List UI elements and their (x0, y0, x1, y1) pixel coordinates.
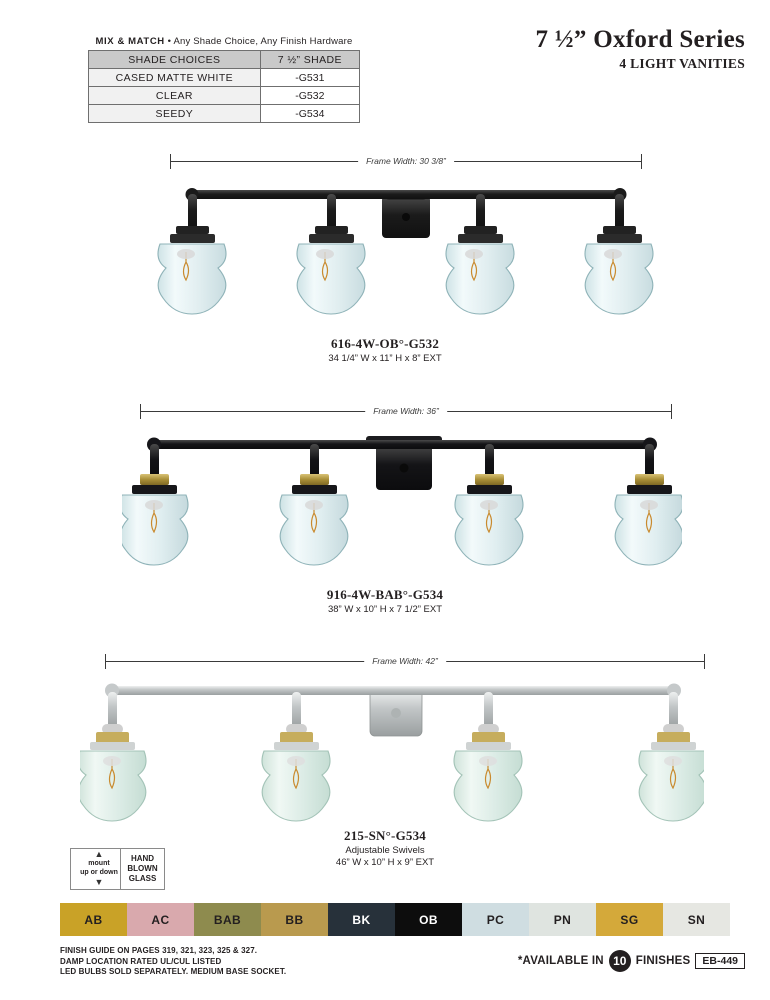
fixture-drawing-1 (150, 168, 662, 328)
mount-badge-line1: mount (88, 860, 110, 867)
glass-badge-line2: BLOWN (127, 864, 158, 873)
finish-code: AB (84, 912, 103, 927)
table-row (89, 105, 360, 123)
finish-swatch-bar (60, 903, 730, 936)
finish-code: OB (419, 912, 438, 927)
fixture-note-3: Adjustable Swivels (345, 845, 425, 856)
available-suffix: FINISHES (635, 955, 691, 967)
table-header-row (89, 51, 360, 69)
dimension-cap-right (704, 654, 705, 669)
finish-swatch-bab[interactable] (194, 903, 261, 936)
page-title: 7 ½” Oxford Series (535, 26, 745, 53)
chevron-up-icon: ▲ (94, 849, 104, 859)
finish-code: BK (352, 912, 371, 927)
shade-code: -G534 (260, 105, 359, 123)
dimension-cap-left (140, 404, 141, 419)
finish-code: AC (151, 912, 170, 927)
finish-code: BB (285, 912, 304, 927)
footer-line-2: DAMP LOCATION RATED UL/CUL LISTED (60, 956, 222, 966)
frame-width-label-2: Frame Width: 36” (365, 402, 447, 420)
fixture-dims-3: 46” W x 10” H x 9” EXT (335, 857, 435, 868)
frame-width-label-3: Frame Width: 42” (364, 652, 446, 670)
fixture-code-1: 616-4W-OB°-G532 (330, 336, 440, 351)
finish-swatch-bk[interactable] (328, 903, 395, 936)
finish-swatch-ob[interactable] (395, 903, 462, 936)
page-subtitle: 4 LIGHT VANITIES (619, 56, 745, 71)
chevron-down-icon: ▼ (94, 877, 104, 887)
frame-width-label-1: Frame Width: 30 3/8” (358, 152, 454, 170)
finish-swatch-bb[interactable] (261, 903, 328, 936)
shade-label: SEEDY (89, 105, 261, 123)
dimension-cap-right (641, 154, 642, 169)
finish-swatch-sn[interactable] (663, 903, 730, 936)
finish-swatch-pc[interactable] (462, 903, 529, 936)
finish-swatch-sg[interactable] (596, 903, 663, 936)
finish-count-badge: 10 (609, 950, 631, 972)
glass-badge-line1: HAND (130, 854, 155, 863)
glass-badge-line3: GLASS (128, 874, 157, 883)
fixture-caption-2 (0, 587, 770, 615)
finish-swatch-ab[interactable] (60, 903, 127, 936)
mix-and-match-prefix: MIX & MATCH (95, 36, 165, 47)
fixture-drawing-2 (122, 418, 682, 583)
dimension-cap-left (105, 654, 106, 669)
available-prefix: *AVAILABLE IN (517, 955, 604, 967)
eb-tag: EB-449 (695, 953, 745, 969)
finish-code: PC (486, 912, 505, 927)
shade-label: CLEAR (89, 87, 261, 105)
shade-choices-table (88, 50, 360, 123)
finish-swatch-ac[interactable] (127, 903, 194, 936)
shade-label: CASED MATTE WHITE (89, 69, 261, 87)
mount-badge-line2: up or down (80, 869, 118, 876)
mix-and-match-title (88, 36, 360, 47)
dimension-cap-left (170, 154, 171, 169)
fixture-caption-1 (0, 336, 770, 364)
header-shade-size: 7 ½” SHADE (260, 51, 359, 69)
finish-swatch-pn[interactable] (529, 903, 596, 936)
fixture-code-3: 215-SN°-G534 (344, 828, 426, 843)
finish-code: SN (687, 912, 706, 927)
footer-line-3: LED BULBS SOLD SEPARATELY. MEDIUM BASE SOCKET. (60, 967, 287, 976)
hand-blown-glass-badge (120, 848, 165, 890)
finish-code: SG (620, 912, 639, 927)
shade-code: -G531 (260, 69, 359, 87)
header-shade-choices: SHADE CHOICES (89, 51, 261, 69)
footer-notes (60, 946, 286, 978)
finish-code: BAB (213, 912, 242, 927)
table-row (89, 87, 360, 105)
fixture-code-2: 916-4W-BAB°-G534 (326, 587, 444, 602)
fixture-drawing-3 (80, 668, 704, 833)
fixture-dims-2: 38” W x 10” H x 7 1/2” EXT (327, 604, 443, 615)
dimension-cap-right (671, 404, 672, 419)
available-finishes (518, 950, 745, 972)
mix-and-match-suffix: • Any Shade Choice, Any Finish Hardware (164, 36, 353, 47)
finish-code: PN (553, 912, 572, 927)
table-row (89, 69, 360, 87)
footer-line-1: FINISH GUIDE ON PAGES 319, 321, 323, 325 & 327. (60, 946, 258, 955)
fixture-dims-1: 34 1/4” W x 11” H x 8” EXT (328, 353, 442, 364)
shade-code: -G532 (260, 87, 359, 105)
